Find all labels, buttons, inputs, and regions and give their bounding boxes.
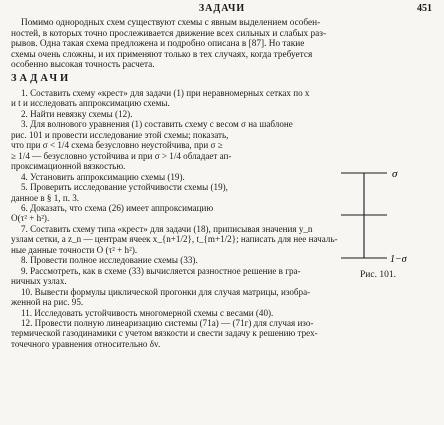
figure-caption: Рис. 101. — [360, 270, 396, 280]
stencil-label-top: σ — [392, 168, 398, 180]
problem-line: что при σ < 1/4 схема безусловно неустойчива, при σ ≥ — [11, 140, 223, 151]
problem-line: 8. Провести полное исследование схемы (33). — [21, 255, 198, 266]
intro-line: ностей, в которых точно прослеживается движение всех сильных и слабых раз- — [11, 28, 327, 39]
problem-line: 3. Для волнового уравнения (1) составить схему с весом σ на шаблоне — [21, 119, 293, 130]
problem-line: ≥ 1/4 — безусловно устойчива и при σ > 1/4 обладает ап- — [11, 150, 232, 161]
problem-line: термической газодинамики с учетом вязкости и свести задачу к решению трех- — [11, 328, 318, 339]
problem-line: ничных узлах. — [11, 276, 67, 287]
problem-line: точечного уравнения относительно δv. — [11, 338, 161, 349]
problem-line: O(τ² + h²). — [11, 213, 50, 224]
intro-line: рывов. Одна такая схема предложена и подробно описана в [87]. Но такие — [11, 39, 305, 50]
running-title: ЗАДАЧИ — [198, 3, 246, 14]
problem-line: рис. 101 и провести исследование этой схемы; показать, — [11, 129, 229, 140]
problem-line: 12. Провести полную линеаризацию системы (71а) — (71г) для случая изо- — [21, 317, 314, 328]
problem-line: 1. Составить схему «крест» для задачи (1) при неравномерных сетках по x — [21, 88, 310, 98]
stencil-label-bottom: 1−σ — [390, 254, 407, 265]
intro-paragraph — [11, 18, 435, 71]
problem-line: 6. Доказать, что схема (26) имеет аппроксимацию — [21, 202, 214, 213]
intro-line: особенно высокая точность расчета. — [11, 60, 155, 71]
problem-line: узлам сетки, а z_n — центрам ячеек x_{n+1/2}, t_{m+1/2}; написать для нее началь- — [11, 234, 338, 245]
stencil-figure — [335, 152, 439, 272]
problem-line: женной на рис. 95. — [11, 297, 84, 308]
page-number: 451 — [417, 3, 432, 14]
problem-line: 7. Составить схему типа «крест» для задачи (18), приписывая значения y_n — [21, 223, 313, 234]
problem-line: 10. Вывести формулы циклической прогонки для случая матрицы, изобра- — [21, 286, 311, 297]
problem-line: 9. Рассмотреть, как в схеме (33) вычисляется разностное решение в гра- — [21, 265, 301, 276]
intro-line: Помимо однородных схем существуют схемы с явным выделением особен- — [21, 18, 321, 28]
problem-line: 5. Проверить исследование устойчивости схемы (19), — [21, 182, 228, 193]
problem-line: и t и исследовать аппроксимацию схемы. — [11, 98, 170, 109]
problem-line: 4. Установить аппроксимацию схемы (19). — [21, 171, 185, 182]
problem-line: данное в § 1, п. 3. — [11, 192, 80, 203]
problem-line: проксимационной вязкостью. — [11, 161, 126, 172]
running-header — [0, 3, 444, 17]
section-heading: ЗАДАЧИ — [11, 73, 72, 84]
problem-line: 2. Найти невязку схемы (12). — [21, 108, 133, 119]
intro-line: схемы очень сложны, и их применяют только в тех случаях, когда требуется — [11, 49, 313, 60]
problem-line: 11. Исследовать устойчивость многомерной схемы с весами (40). — [21, 307, 274, 318]
problem-line: ные данные точности O (τ² + h²). — [11, 244, 138, 255]
